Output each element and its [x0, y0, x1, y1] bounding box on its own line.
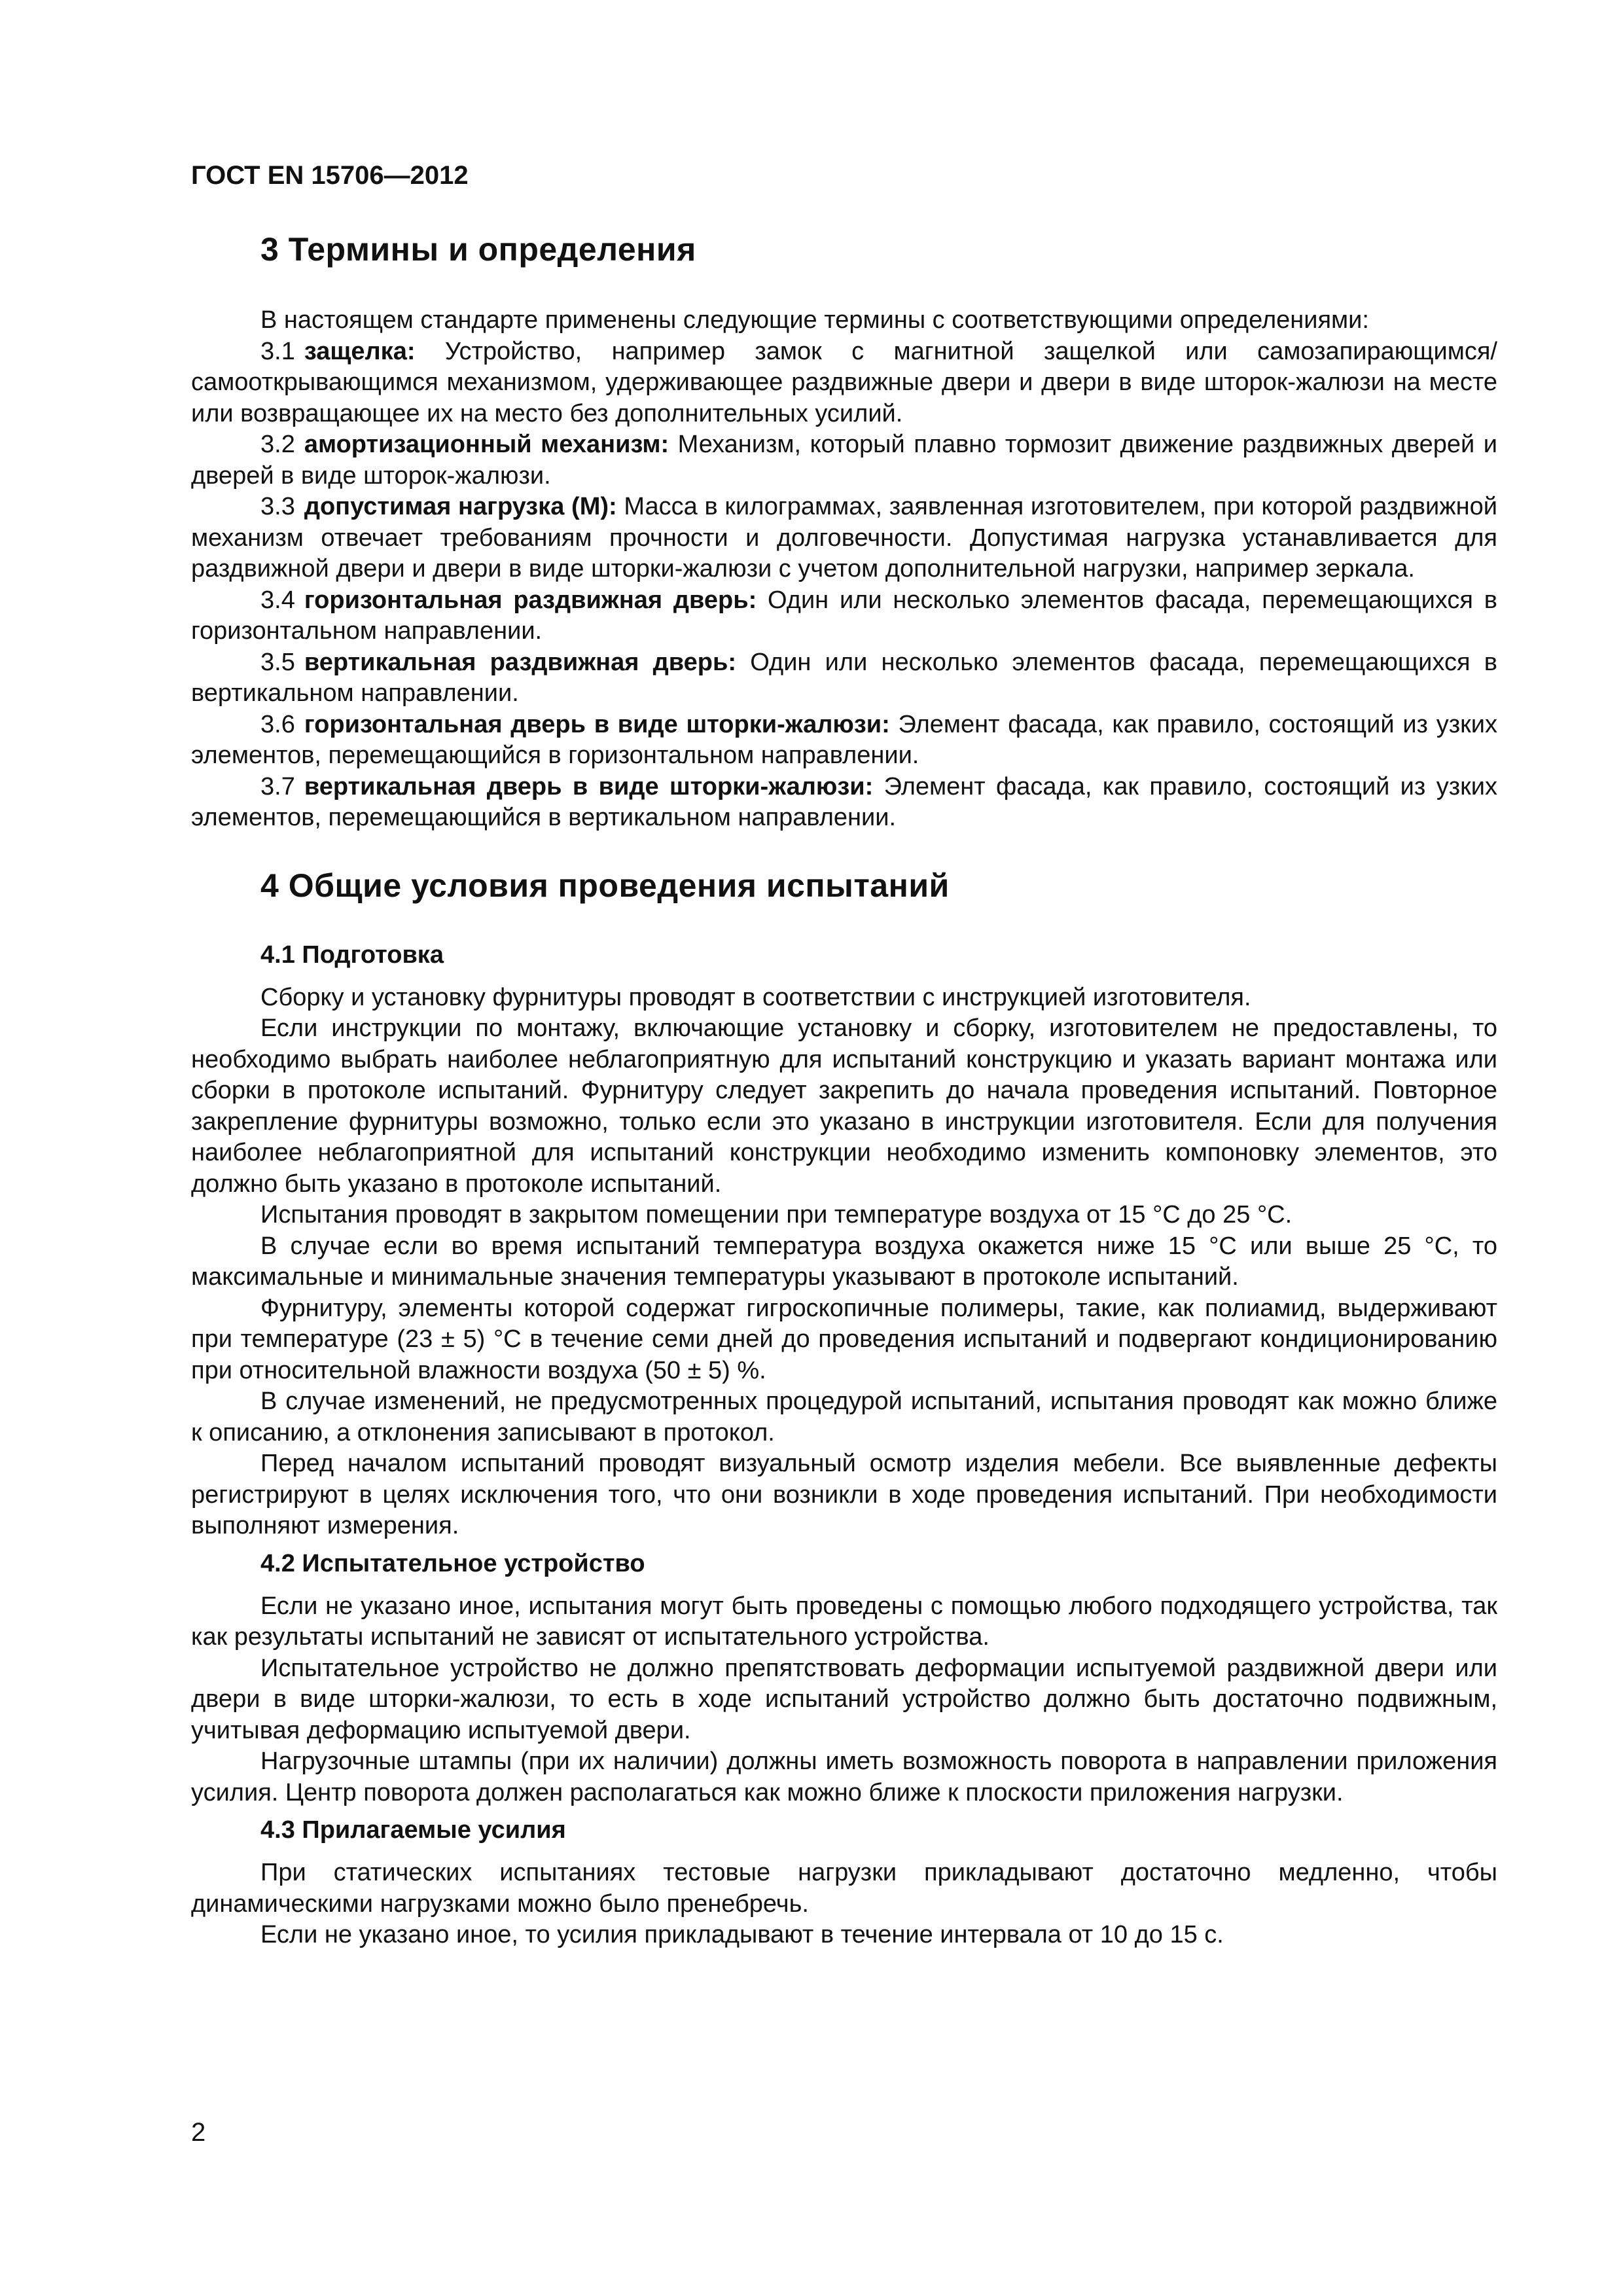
subsection-4-3-title: 4.3 Прилагаемые усилия	[260, 1816, 566, 1844]
paragraph: В случае если во время испытаний температура воздуха окажется ниже 15 °C или выше 25 °C, то максимальные и минимальные значения температуры указывают в протоколе испытаний.	[191, 1232, 1497, 1291]
term-text: Элемент фасада, как правило, состоящий из узких элементов, перемещающийся в горизонтальном направлении.	[191, 710, 1497, 769]
term-name: амортизационный механизм:	[304, 431, 669, 458]
term-name: вертикальная раздвижная дверь:	[304, 648, 737, 676]
term-definition	[191, 492, 1497, 585]
paragraph: Испытания проводят в закрытом помещении при температуре воздуха от 15 °C до 25 °C.	[260, 1201, 1293, 1229]
paragraph: При статических испытаниях тестовые нагрузки прикладывают достаточно медленно, чтобы динамическими нагрузками можно было пренебречь.	[191, 1859, 1497, 1918]
document-header: ГОСТ EN 15706—2012	[191, 161, 469, 190]
paragraph: В случае изменений, не предусмотренных процедурой испытаний, испытания проводят как можно ближе к описанию, а отклонения записывают в протокол.	[191, 1388, 1497, 1446]
term-number: 3.5	[260, 648, 295, 676]
term-text: Механизм, который плавно тормозит движение раздвижных дверей и дверей в виде шторок-жалюзи.	[191, 431, 1497, 490]
term-number: 3.6	[260, 710, 295, 738]
subsection-4-2-title: 4.2 Испытательное устройство	[260, 1549, 645, 1577]
term-number: 3.4	[260, 586, 295, 614]
paragraph: Если не указано иное, испытания могут быть проведены с помощью любого подходящего устройства, так как результаты испытаний не зависят от испытательного устройства.	[191, 1592, 1497, 1651]
term-definition	[191, 429, 1497, 492]
paragraph: Если не указано иное, то усилия прикладывают в течение интервала от 10 до 15 с.	[260, 1921, 1224, 1948]
term-number: 3.2	[260, 431, 295, 458]
term-definition	[191, 336, 1497, 430]
paragraph: Если инструкции по монтажу, включающие установку и сборку, изготовителем не предоставлены, то необходимо выбрать наиболее неблагоприятную для испытаний конструкцию и указать вариант монтажа или сборки в протоколе испытаний. Фурнитуру следует закрепить до начала проведения испытаний. Повторное закрепление фурнитуры возможно, только если это указано в инструкции изготовителя. Если для получения наиболее неблагоприятной для испытаний конструкции необходимо изменить компоновку элементов, это должно быть указано в протоколе испытаний.	[191, 1014, 1497, 1198]
term-text: Один или несколько элементов фасада, перемещающихся в вертикальном направлении.	[191, 648, 1497, 707]
term-definition	[191, 647, 1497, 709]
paragraph: Перед началом испытаний проводят визуальный осмотр изделия мебели. Все выявленные дефекты регистрируют в целях исключения того, что они возникли в ходе проведения испытаний. При необходимости выполняют измерения.	[191, 1450, 1497, 1539]
term-name: допустимая нагрузка (M):	[304, 493, 617, 520]
term-number: 3.1	[260, 337, 295, 365]
section-3-title: 3 Термины и определения	[260, 231, 696, 268]
term-definition	[191, 772, 1497, 834]
term-number: 3.3	[260, 493, 295, 520]
term-name: защелка:	[304, 337, 416, 365]
term-name: вертикальная дверь в виде шторки-жалюзи:	[304, 772, 874, 800]
term-name: горизонтальная дверь в виде шторки-жалюзи:	[304, 710, 890, 738]
term-text: Устройство, например замок с магнитной защелкой или самозапирающимся/самооткрывающимся механизмом, удерживающее раздвижные двери и двери в виде шторок-жалюзи на месте или возвращающее их на место без дополнительных усилий.	[191, 337, 1497, 427]
subsection-4-1-title: 4.1 Подготовка	[260, 941, 444, 969]
page-number: 2	[191, 2118, 206, 2147]
term-name: горизонтальная раздвижная дверь:	[304, 586, 757, 614]
paragraph: Фурнитуру, элементы которой содержат гигроскопичные полимеры, такие, как полиамид, выдерживают при температуре (23 ± 5) °C в течение семи дней до проведения испытаний и подвергают кондиционированию при относительной влажности воздуха (50 ± 5) %.	[191, 1294, 1497, 1384]
paragraph: Сборку и установку фурнитуры проводят в соответствии с инструкцией изготовителя.	[260, 983, 1251, 1011]
paragraph: Нагрузочные штампы (при их наличии) должны иметь возможность поворота в направлении приложения усилия. Центр поворота должен располагаться как можно ближе к плоскости приложения нагрузки.	[191, 1748, 1497, 1806]
paragraph: Испытательное устройство не должно препятствовать деформации испытуемой раздвижной двери или двери в виде шторки-жалюзи, то есть в ходе испытаний устройство должно быть достаточно подвижным, учитывая деформацию испытуемой двери.	[191, 1654, 1497, 1744]
section-4-title: 4 Общие условия проведения испытаний	[260, 867, 950, 904]
section-3-intro: В настоящем стандарте применены следующие термины с соответствующими определениями:	[260, 306, 1369, 334]
term-definition	[191, 585, 1497, 647]
term-number: 3.7	[260, 772, 295, 800]
term-text: Масса в килограммах, заявленная изготовителем, при которой раздвижной механизм отвечает требованиям прочности и долговечности. Допустимая нагрузка устанавливается для раздвижной двери и двери в виде шторки-жалюзи с учетом дополнительной нагрузки, например зеркала.	[191, 493, 1498, 583]
term-text: Элемент фасада, как правило, состоящий из узких элементов, перемещающийся в вертикальном направлении.	[191, 772, 1497, 831]
page-content	[191, 216, 1497, 1951]
term-text: Один или несколько элементов фасада, перемещающихся в горизонтальном направлении.	[191, 586, 1497, 645]
term-definition	[191, 709, 1497, 772]
